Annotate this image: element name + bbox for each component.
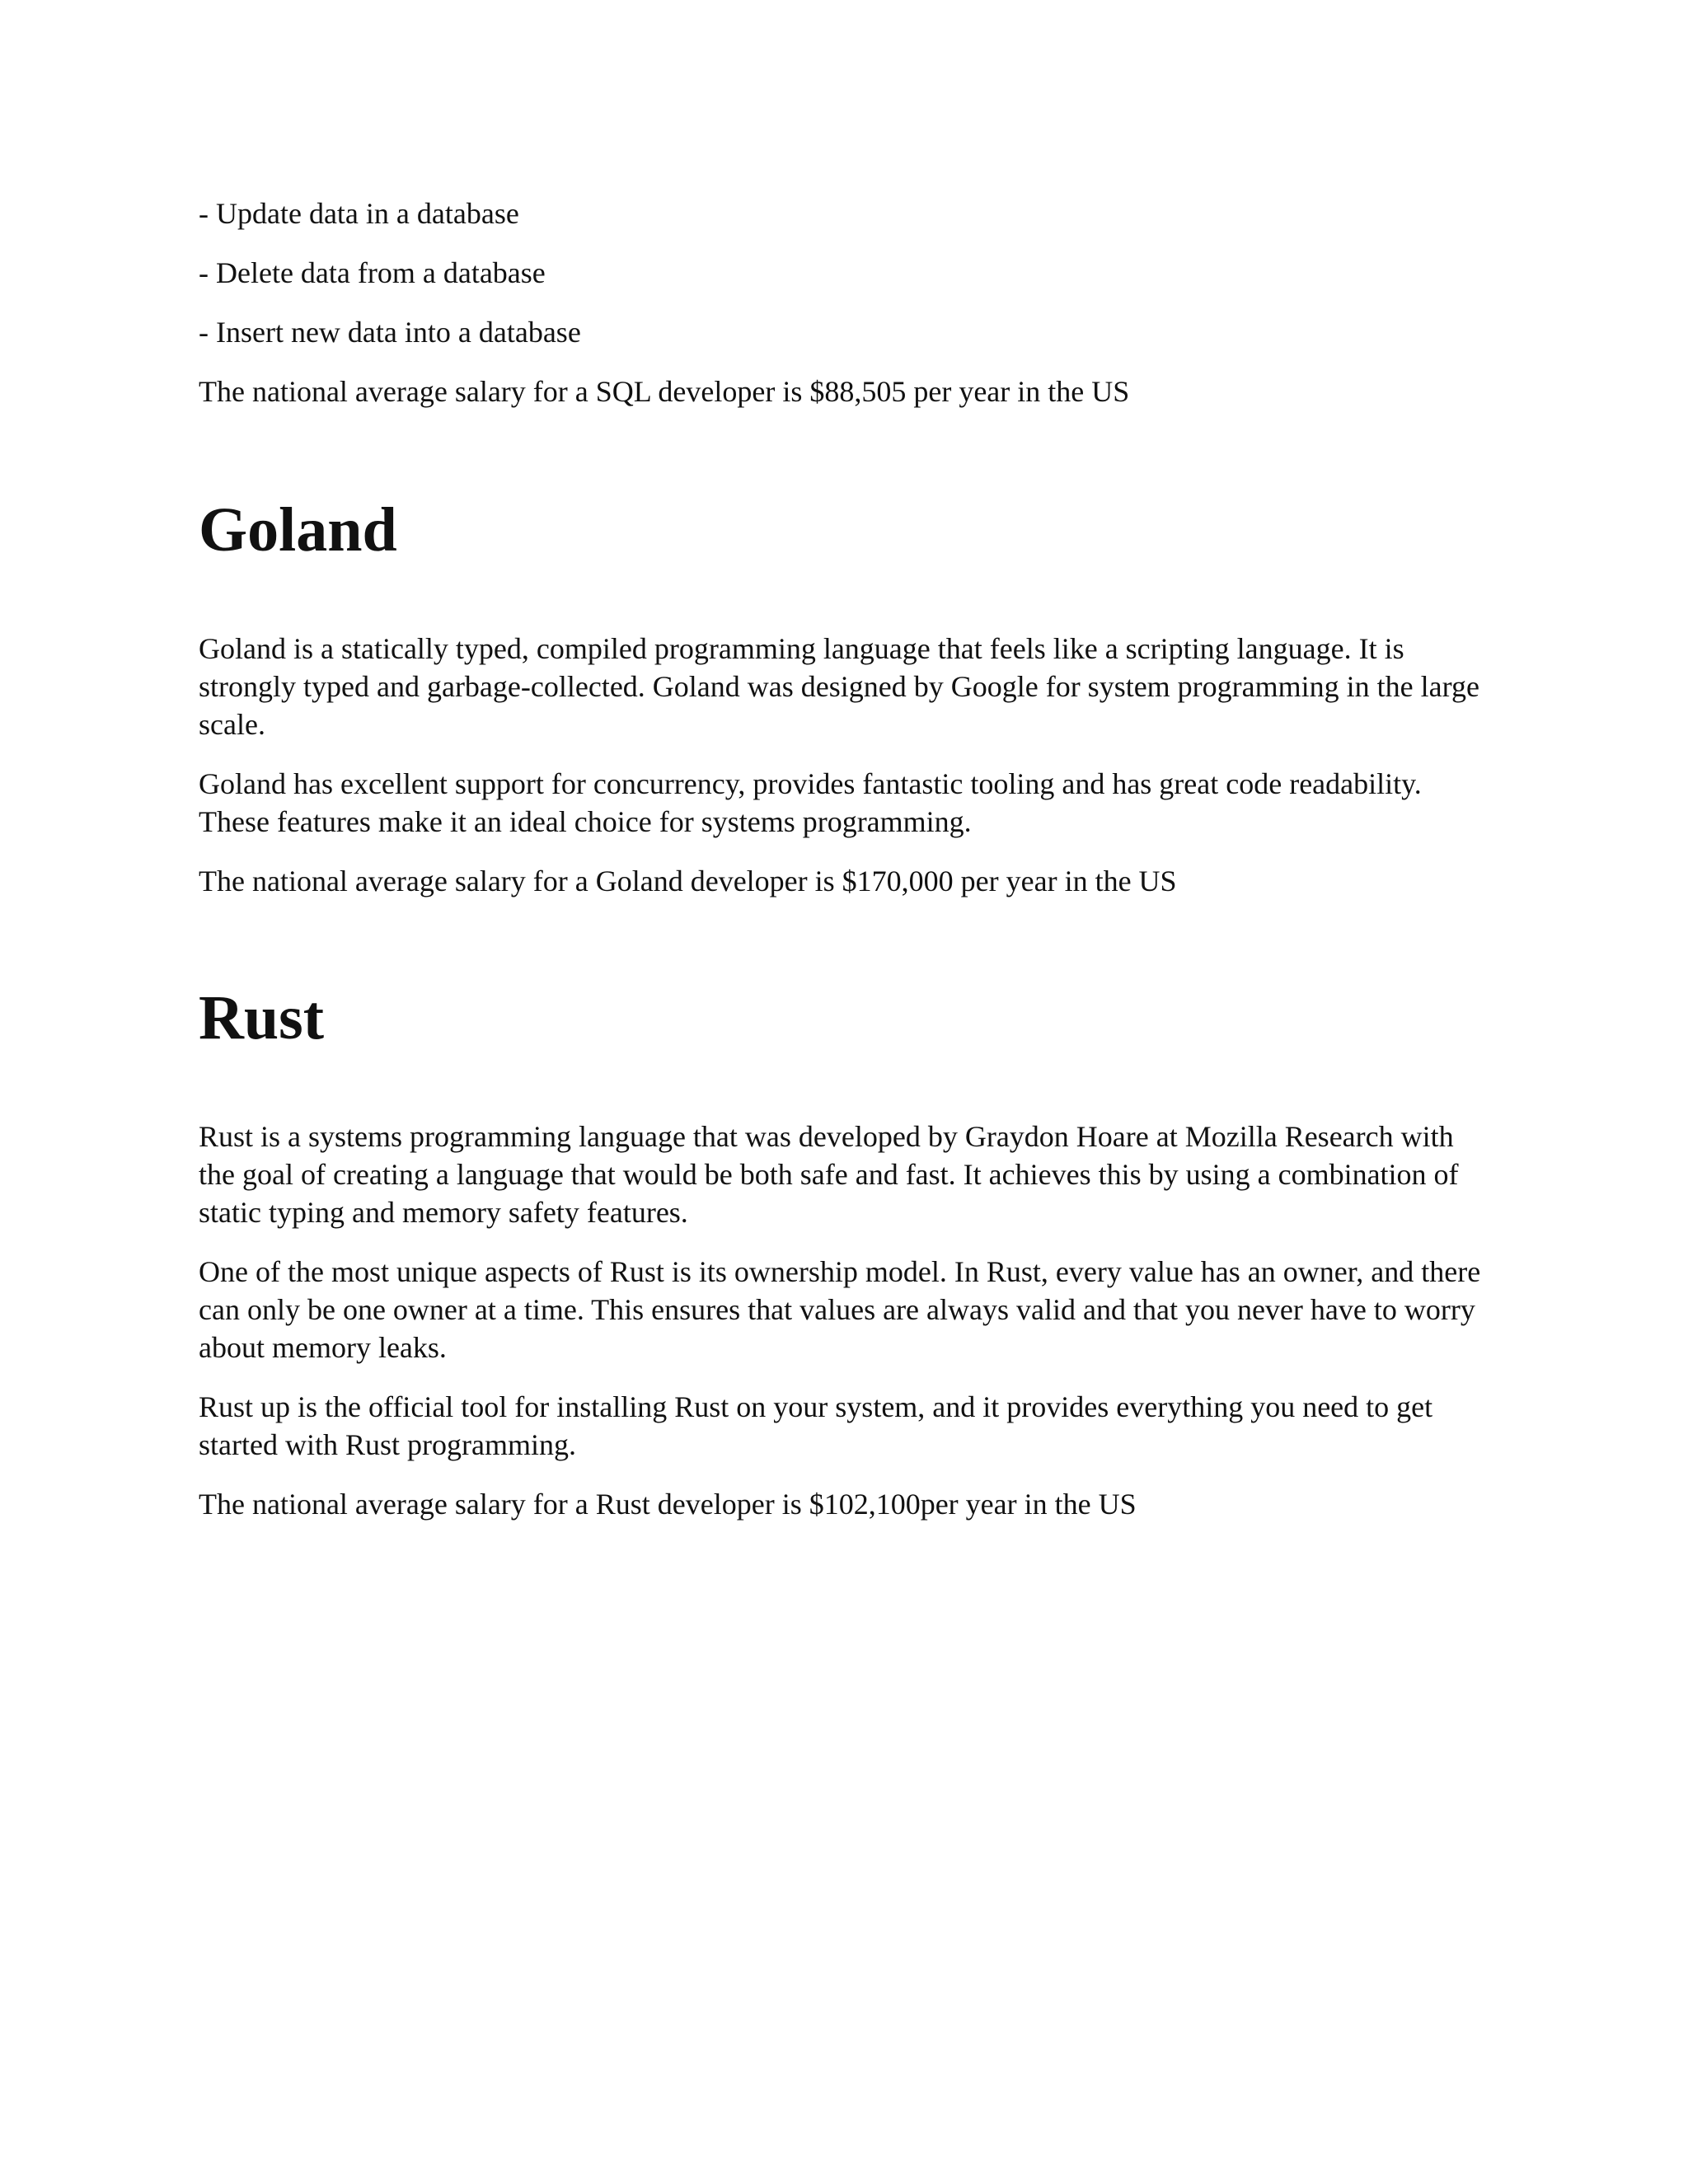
sql-salary-text: The national average salary for a SQL developer is $88,505 per year in the US (199, 375, 1130, 408)
bullet-delete-data: - Delete data from a database (199, 256, 546, 289)
goland-paragraph-intro-text: Goland is a statically typed, compiled programming language that feels like a scripting language. It is strongly typed and garbage-collected. Goland was designed by Google for system programming in the large scale. (199, 632, 1479, 741)
rust-heading: Rust (199, 983, 325, 1052)
goland-heading: Goland (199, 495, 397, 565)
rust-salary-text: The national average salary for a Rust developer is $102,100per year in the US (199, 1488, 1137, 1521)
goland-paragraph-intro (199, 630, 1493, 743)
goland-paragraph-features-text: Goland has excellent support for concurrency, provides fantastic tooling and has great code readability. These features make it an ideal choice for systems programming. (199, 767, 1422, 838)
rust-paragraph-rustup (199, 1388, 1493, 1464)
rust-paragraph-intro (199, 1118, 1493, 1231)
bullet-update-data: - Update data in a database (199, 197, 519, 230)
goland-paragraph-features (199, 765, 1493, 841)
rust-paragraph-rustup-text: Rust up is the official tool for installing Rust on your system, and it provides everything you need to get started with Rust programming. (199, 1390, 1433, 1461)
rust-paragraph-ownership (199, 1253, 1493, 1366)
goland-salary-text: The national average salary for a Goland developer is $170,000 per year in the US (199, 865, 1177, 898)
bullet-insert-data: - Insert new data into a database (199, 316, 581, 349)
rust-paragraph-intro-text: Rust is a systems programming language that was developed by Graydon Hoare at Mozilla Research with the goal of creating a language that would be both safe and fast. It achieves this by using a combination of static typing and memory safety features. (199, 1120, 1459, 1229)
rust-paragraph-ownership-text: One of the most unique aspects of Rust is its ownership model. In Rust, every value has an owner, and there can only be one owner at a time. This ensures that values are always valid and that you never have to worry about memory leaks. (199, 1255, 1481, 1364)
